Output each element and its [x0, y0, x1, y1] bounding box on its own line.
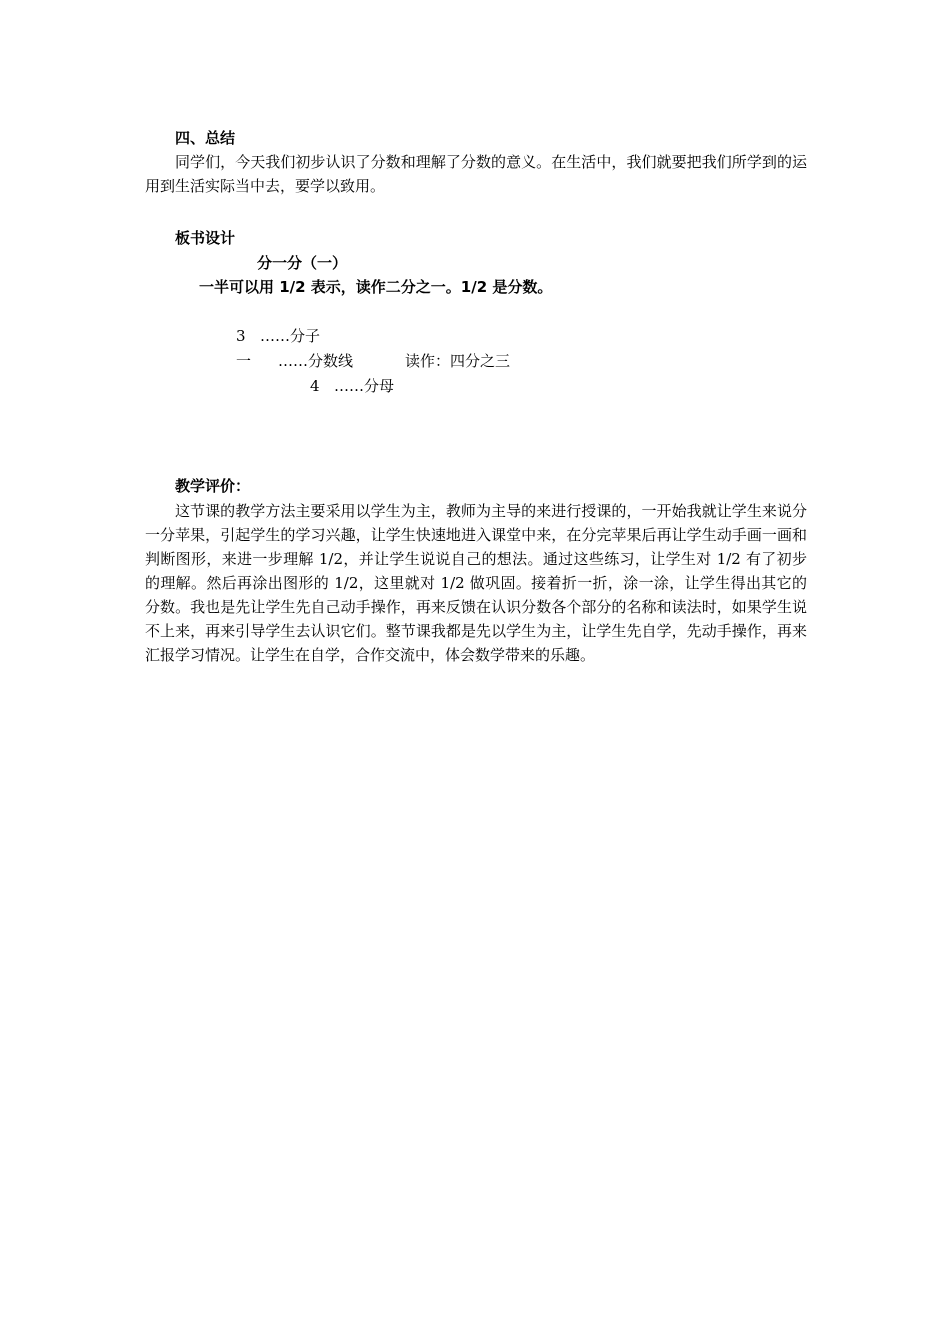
denominator-label: ……分母 [334, 377, 395, 395]
fraction-denominator: 4 [310, 377, 320, 395]
fraction-reading: 读作：四分之三 [405, 352, 511, 370]
board-design-heading: 板书设计 [175, 229, 236, 247]
fraction-bar-label: ……分数线 [278, 352, 354, 370]
summary-paragraph: 同学们，今天我们初步认识了分数和理解了分数的意义。在生活中，我们就要把我们所学到的运用到生活实际当中去，要学以致用。 [145, 153, 807, 195]
summary-heading: 四、总结 [175, 129, 236, 147]
numerator-label: ……分子 [260, 327, 321, 345]
fraction-bar: 一 [236, 352, 252, 370]
board-design-statement: 一半可以用 1/2 表示，读作二分之一。1/2 是分数。 [199, 278, 553, 296]
evaluation-paragraph: 这节课的教学方法主要采用以学生为主，教师为主导的来进行授课的，一开始我就让学生来说分一分苹果，引起学生的学习兴趣，让学生快速地进入课堂中来，在分完苹果后再让学生动手画一画和判断图形，来进一步理解 1/2，并让学生说说自己的想法。通过这些练习，让学生对 1/2 有了初步的理解。然后再涂出图形的 1/2，这里就对 1/2 做巩固。接着折一折，涂一涂，让学生得出其它的分数。我也是先让学生先自己动手操作，再来反馈在认识分数各个部分的名称和读法时，如果学生说不上来，再来引导学生去认识它们。整节课我都是先以学生为主，让学生先自学，先动手操作，再来汇报学习情况。让学生在自学，合作交流中，体会数学带来的乐趣。 [145, 502, 807, 664]
evaluation-heading: 教学评价： [175, 477, 251, 495]
fraction-numerator: 3 [236, 327, 246, 345]
board-design-title: 分一分（一） [257, 254, 348, 272]
